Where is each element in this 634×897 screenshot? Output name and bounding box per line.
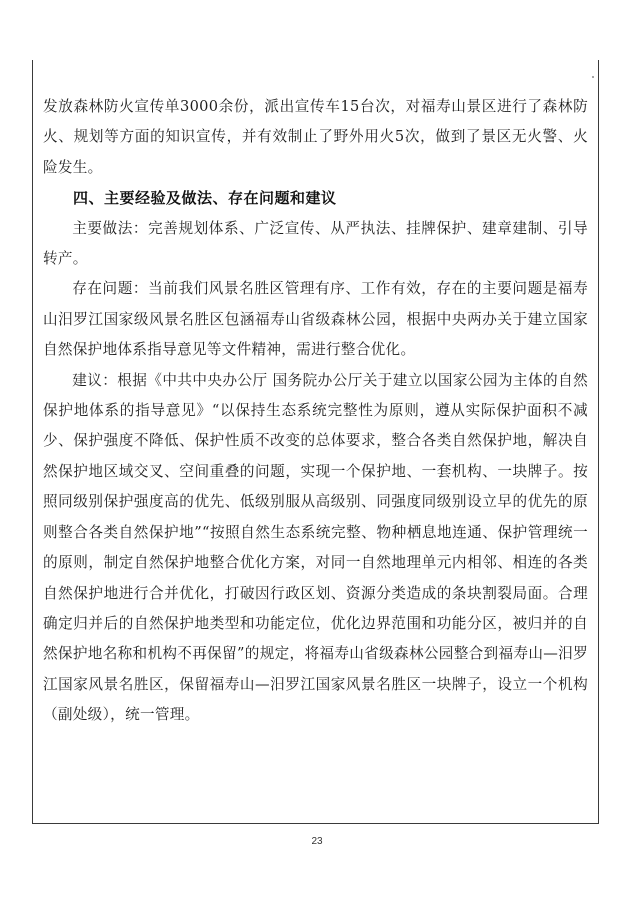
paragraph-suggestions: 建议：根据《中共中央办公厅 国务院办公厅关于建立以国家公园为主体的自然保护地体系的指导意见》“以保持生态系统完整性为原则，遵从实际保护面积不减少、保护强度不降低、保护性质不改变的总体要求，整合各类自然保护地，解决自然保护地区域交叉、空间重叠的问题，实现一个保护地、一套机构、一块牌子。按照同级别保护强度高的优先、低级别服从高级别、同强度同级别设立早的优先的原则整合各类自然保护地”“按照自然生态系统完整、物种栖息地连通、保护管理统一的原则，制定自然保护地整合优化方案，对同一自然地理单元内相邻、相连的各类自然保护地进行合并优化，打破因行政区划、资源分类造成的条块割裂局面。合理确定归并后的自然保护地类型和功能定位，优化边界范围和功能分区，被归并的自然保护地名称和机构不再保留”的规定，将福寿山省级森林公园整合到福寿山—汨罗江国家风景名胜区，保留福寿山—汨罗江国家风景名胜区一块牌子，设立一个机构（副处级），统一管理。: [43, 371, 588, 724]
section-heading: 四、主要经验及做法、存在问题和建议: [73, 189, 337, 208]
paragraph-existing-problems: 存在问题：当前我们风景名胜区管理有序、工作有效，存在的主要问题是福寿山汨罗江国家级风景名胜区包涵福寿山省级森林公园，根据中央两办关于建立国家自然保护地体系指导意见等文件精神，需进行整合优化。: [43, 280, 588, 359]
table-frame: [32, 60, 599, 824]
page-number: 23: [311, 836, 323, 847]
report-content: [43, 92, 588, 731]
paragraph-main-practices: 主要做法：完善规划体系、广泛宣传、从严执法、挂牌保护、建章建制、引导转产。: [43, 219, 588, 268]
paragraph-fire-prevention: 发放森林防火宣传单3000余份，派出宣传车15台次，对福寿山景区进行了森林防火、规划等方面的知识宣传，并有效制止了野外用火5次，做到了景区无火警、火险发生。: [43, 98, 588, 176]
